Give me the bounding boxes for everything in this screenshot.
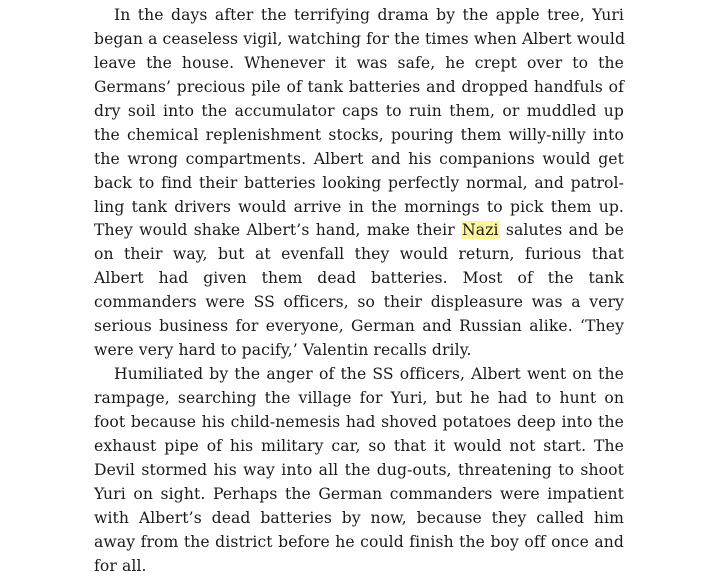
text-segment: They would shake Albert’s hand, make their xyxy=(94,221,462,240)
text-line: dry soil into the accumulator caps to ruin them, or muddled up xyxy=(94,101,624,120)
text-line: back to find their batteries looking perfectly normal, and patrol- xyxy=(94,173,624,192)
text-line: for all. xyxy=(94,556,147,575)
text-line: Germans’ precious pile of tank batteries and dropped handfuls of xyxy=(94,77,624,96)
text-line: were very hard to pacify,’ Valentin recalls drily. xyxy=(94,341,472,360)
text-line: foot because his child-nemesis had shoved potatoes deep into the xyxy=(94,412,624,431)
text-line: In the days after the terrifying drama by the apple tree, Yuri xyxy=(114,6,624,24)
text-line: leave the house. Whenever it was safe, he crept over to the xyxy=(94,53,624,72)
text-line: commanders were SS officers, so their displeasure was a very xyxy=(94,293,624,312)
text-segment: salutes and be xyxy=(499,221,625,240)
text-line: with Albert’s dead batteries by now, because they called him xyxy=(94,508,624,527)
highlighted-word[interactable]: Nazi xyxy=(462,221,499,240)
text-line: rampage, searching the village for Yuri, but he had to hunt on xyxy=(94,389,624,407)
text-line: the chemical replenishment stocks, pouring them willy-nilly into xyxy=(94,125,624,144)
text-line: the wrong compartments. Albert and his companions would get xyxy=(94,149,624,168)
paragraph-1 xyxy=(94,4,624,363)
text-line: serious business for everyone, German and Russian alike. ‘They xyxy=(94,317,624,336)
text-line: ling tank drivers would arrive in the mornings to pick them up. xyxy=(94,197,624,216)
text-line: exhaust pipe of his military car, so that it would not start. The xyxy=(94,436,624,455)
text-line: away from the district before he could finish the boy off once and xyxy=(94,532,624,551)
text-line-with-highlight xyxy=(94,219,624,243)
text-line: Devil stormed his way into all the dug-outs, threatening to shoot xyxy=(94,460,624,479)
text-line: on their way, but at evenfall they would return, furious that xyxy=(94,245,624,264)
book-page xyxy=(94,4,624,579)
text-line: Yuri on sight. Perhaps the German commanders were impatient xyxy=(94,484,624,503)
paragraph-2 xyxy=(94,363,624,578)
text-line: Humiliated by the anger of the SS officers, Albert went on the xyxy=(114,365,624,384)
text-line: Albert had given them dead batteries. Most of the tank xyxy=(94,269,624,288)
text-line: began a ceaseless vigil, watching for the times when Albert would xyxy=(94,29,626,48)
